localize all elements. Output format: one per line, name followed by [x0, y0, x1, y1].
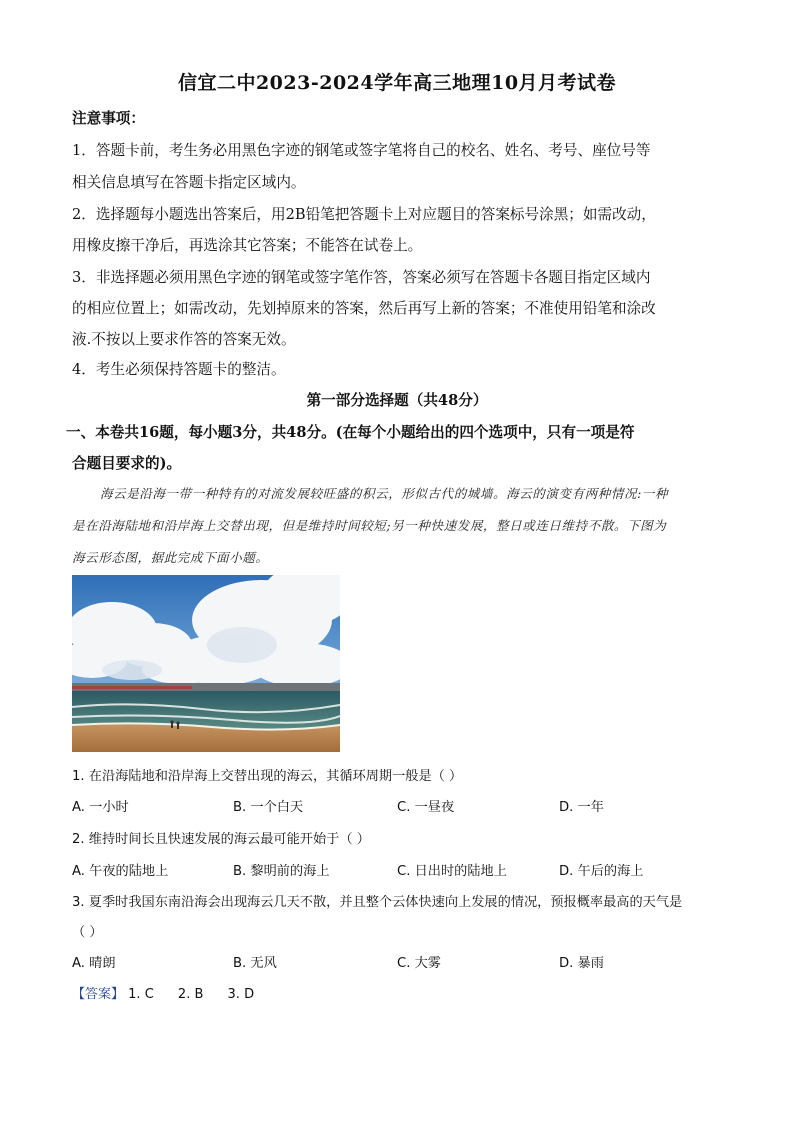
question-2-option-a: A. 午夜的陆地上	[72, 864, 169, 879]
instruction-line: 一、本卷共16题，每小题3分，共48分。(在每个小题给出的四个选项中，只有一项是符	[66, 424, 635, 441]
question-3-option-d: D. 暴雨	[559, 956, 604, 971]
notice-line: 3．非选择题必须用黑色字迹的钢笔或签字笔作答，答案必须写在答题卡各题目指定区域内	[72, 269, 651, 286]
question-1-option-b: B. 一个白天	[233, 800, 304, 815]
notice-line: 相关信息填写在答题卡指定区域内。	[72, 174, 306, 191]
question-2-stem: 2. 维持时间长且快速发展的海云最可能开始于（ ）	[72, 832, 370, 847]
instruction-line: 合题目要求的)。	[72, 455, 182, 472]
question-3-stem: 3. 夏季时我国东南沿海会出现海云几天不散，并且整个云体快速向上发展的情况，预报概率最高的天气是	[72, 895, 683, 910]
notice-line: 液.不按以上要求作答的答案无效。	[72, 331, 296, 348]
question-3-option-b: B. 无风	[233, 956, 277, 971]
sea-cloud-photo	[72, 575, 340, 752]
question-1-option-d: D. 一年	[559, 800, 604, 815]
notice-line: 的相应位置上；如需改动，先划掉原来的答案，然后再写上新的答案；不准使用铅笔和涂改	[72, 300, 656, 317]
intro-line: 是在沿海陆地和沿岸海上交替出现，但是维持时间较短;另一种快速发展，整日或连日维持不散。下图为	[72, 518, 667, 533]
notice-line: 用橡皮擦干净后，再选涂其它答案；不能答在试卷上。	[72, 237, 423, 254]
answer-item: 2. B	[177, 987, 204, 1002]
question-3-option-a: A. 晴朗	[72, 956, 116, 971]
question-1-option-a: A. 一小时	[72, 800, 129, 815]
question-1-option-c: C. 一昼夜	[397, 800, 455, 815]
exam-title: 信宜二中2023-2024学年高三地理10月月考试卷	[177, 72, 617, 94]
intro-line: 海云是沿海一带一种特有的对流发展较旺盛的积云，形似古代的城墙。海云的演变有两种情况:一种	[100, 486, 669, 501]
answer-item: 3. D	[227, 987, 255, 1002]
question-2-option-c: C. 日出时的陆地上	[397, 864, 507, 879]
answer-item: 1. C	[128, 987, 154, 1002]
question-3-stem-bracket: （ ）	[72, 925, 103, 940]
notice-heading: 注意事项：	[72, 110, 145, 127]
answer-items	[128, 987, 274, 1002]
question-1-stem: 1. 在沿海陆地和沿岸海上交替出现的海云，其循环周期一般是（ ）	[72, 769, 463, 784]
notice-line: 2．选择题每小题选出答案后，用2B铅笔把答题卡上对应题目的答案标号涂黑；如需改动，	[72, 206, 656, 223]
question-2-option-d: D. 午后的海上	[559, 864, 644, 879]
question-3-option-c: C. 大雾	[397, 956, 441, 971]
intro-line: 海云形态图，据此完成下面小题。	[72, 550, 269, 565]
notice-line: 4．考生必须保持答题卡的整洁。	[72, 361, 286, 378]
notice-line: 1．答题卡前，考生务必用黑色字迹的钢笔或签字笔将自己的校名、姓名、考号、座位号等	[72, 142, 651, 159]
answer-tag: 【答案】	[72, 987, 125, 1002]
section-title: 第一部分选择题（共48分）	[306, 392, 488, 409]
question-2-option-b: B. 黎明前的海上	[233, 864, 330, 879]
answer-line	[72, 983, 274, 1002]
